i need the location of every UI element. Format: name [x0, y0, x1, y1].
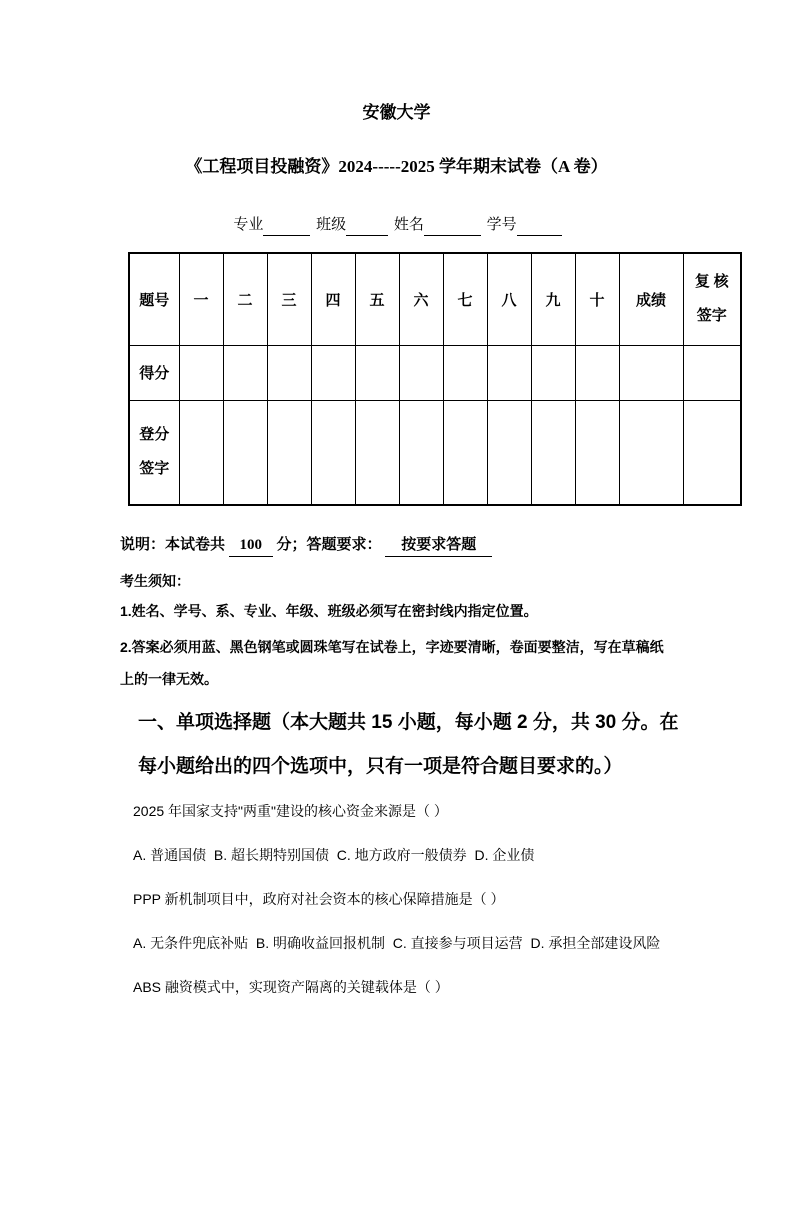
review-signature-line2: 签字 — [696, 308, 727, 325]
score-table — [128, 252, 742, 506]
sign-cell-empty — [619, 400, 683, 505]
score-cell-empty — [355, 345, 399, 400]
sign-row-line1: 登分 — [139, 427, 170, 444]
score-col-header: 九 — [531, 253, 575, 345]
score-cell-empty — [619, 345, 683, 400]
sign-row-label — [129, 400, 179, 505]
university-title: 安徽大学 — [362, 103, 431, 122]
score-col-header: 三 — [267, 253, 311, 345]
sign-cell-empty — [267, 400, 311, 505]
score-cell-empty — [311, 345, 355, 400]
question-list — [133, 789, 695, 1009]
score-cell-empty — [267, 345, 311, 400]
review-signature-header — [683, 253, 741, 345]
sign-cell-empty — [443, 400, 487, 505]
score-col-header: 四 — [311, 253, 355, 345]
score-col-header: 十 — [575, 253, 619, 345]
sign-cell-empty — [531, 400, 575, 505]
sign-row — [129, 400, 741, 505]
review-signature-line1: 复 核 — [694, 274, 729, 291]
paper-title: 《工程项目投融资》2024-----2025 学年期末试卷（A 卷） — [185, 157, 608, 176]
sign-cell-empty — [311, 400, 355, 505]
instructions-middle: 分；答题要求： — [276, 537, 382, 553]
sign-cell-empty — [683, 400, 741, 505]
notice-item-2: 2.答案必须用蓝、黑色钢笔或圆珠笔写在试卷上，字迹要清晰，卷面要整洁，写在草稿纸上的一律无效。 — [120, 639, 664, 687]
total-score-header: 成绩 — [619, 253, 683, 345]
sign-cell-empty — [355, 400, 399, 505]
score-cell-empty — [399, 345, 443, 400]
class-blank — [346, 221, 388, 236]
score-cell-empty — [683, 345, 741, 400]
page — [0, 100, 793, 1009]
class-label: 班级 — [316, 217, 347, 233]
score-cell-empty — [531, 345, 575, 400]
name-blank — [424, 221, 481, 236]
score-row-label: 得分 — [129, 345, 179, 400]
score-cell-empty — [223, 345, 267, 400]
sign-row-line2: 签字 — [139, 461, 170, 478]
score-cell-empty — [179, 345, 223, 400]
score-table-header-row — [129, 253, 741, 345]
score-cell-empty — [443, 345, 487, 400]
name-label: 姓名 — [393, 217, 424, 233]
question-2-options: A. 无条件兜底补贴 B. 明确收益回报机制 C. 直接参与项目运营 D. 承担全部建设风险 — [133, 935, 661, 951]
major-label: 专业 — [233, 217, 264, 233]
notice-item-1: 1.姓名、学号、系、专业、年级、班级必须写在密封线内指定位置。 — [120, 603, 538, 619]
sign-cell-empty — [179, 400, 223, 505]
score-cell-empty — [575, 345, 619, 400]
sign-cell-empty — [575, 400, 619, 505]
score-col-header: 七 — [443, 253, 487, 345]
question-2-stem: PPP 新机制项目中，政府对社会资本的核心保障措施是（ ） — [133, 891, 505, 907]
score-col-header: 二 — [223, 253, 267, 345]
answer-requirement-value: 按要求答题 — [385, 534, 492, 557]
section-1-heading: 一、单项选择题（本大题共 15 小题，每小题 2 分，共 30 分。在每小题给出的四个选项中，只有一项是符合题目要求的。） — [138, 712, 679, 777]
score-cell-empty — [487, 345, 531, 400]
question-3-stem: ABS 融资模式中，实现资产隔离的关键载体是（ ） — [133, 979, 449, 995]
score-row — [129, 345, 741, 400]
question-1-options: A. 普通国债 B. 超长期特别国债 C. 地方政府一般债券 D. 企业债 — [133, 847, 535, 863]
score-col-header: 六 — [399, 253, 443, 345]
total-score-value: 100 — [229, 534, 273, 557]
notice-title: 考生须知： — [120, 573, 190, 589]
instructions-prefix: 说明：本试卷共 — [120, 537, 226, 553]
sign-cell-empty — [487, 400, 531, 505]
student-info-line — [0, 214, 793, 236]
score-col-header: 八 — [487, 253, 531, 345]
major-blank — [263, 221, 310, 236]
student-id-blank — [517, 221, 562, 236]
score-col-header: 一 — [179, 253, 223, 345]
question-number-header: 题号 — [129, 253, 179, 345]
student-id-label: 学号 — [486, 217, 517, 233]
score-col-header: 五 — [355, 253, 399, 345]
exam-instructions — [120, 534, 793, 557]
sign-cell-empty — [223, 400, 267, 505]
sign-cell-empty — [399, 400, 443, 505]
question-1-stem: 2025 年国家支持"两重"建设的核心资金来源是（ ） — [133, 803, 448, 819]
